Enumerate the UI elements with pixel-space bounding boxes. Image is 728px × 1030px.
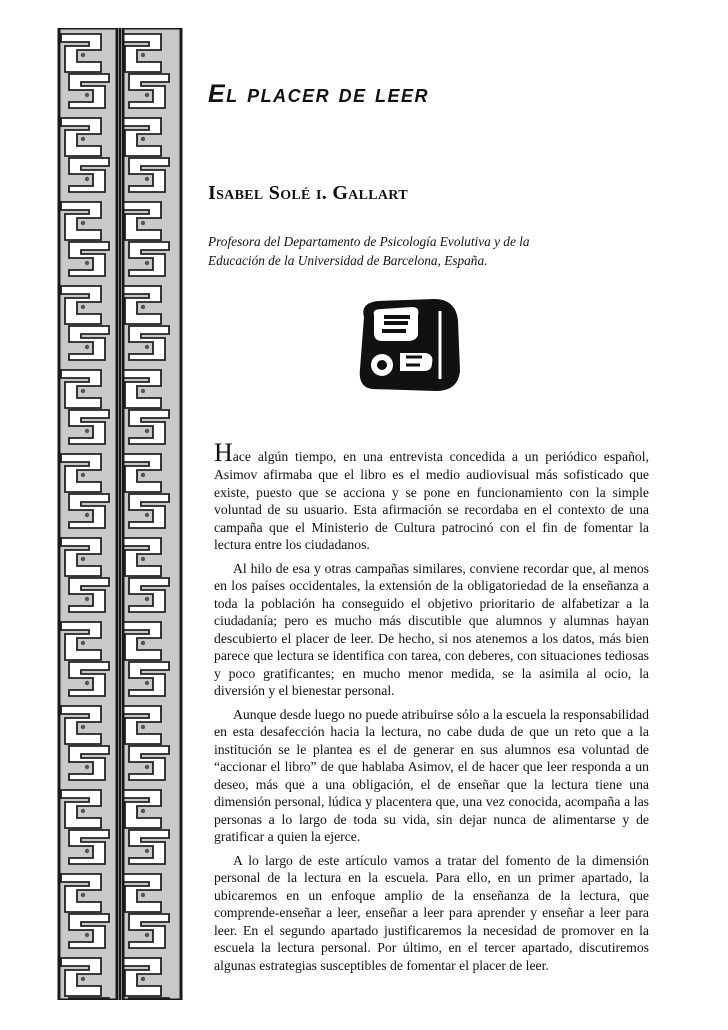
- author-affiliation: [208, 232, 608, 270]
- article-title: El placer de leer: [208, 80, 430, 108]
- pre-columbian-glyph-illustration: [352, 295, 464, 395]
- paragraph-2: Al hilo de esa y otras campañas similares, conviene recordar que, al menos en los países occidentales, la extensión de la obligatoriedad de la enseñanza a toda la población ha conseguido el objetivo prioritario de alfabetizar a la ciudadanía; pero es mucho más discutible que alumnos y alumnas hayan descubierto el placer de leer. De hecho, si nos atenemos a los datos, más bien parece que lectura se identifica con tarea, con deberes, con situaciones tediosas y poco gratificantes; en mucho menor medida, se la asimila al ocio, la diversión y el bienestar personal.: [214, 560, 649, 698]
- affiliation-line-2: Educación de la Universidad de Barcelona, España.: [208, 253, 488, 268]
- drop-cap: H: [214, 438, 233, 467]
- affiliation-line-1: Profesora del Departamento de Psicología Evolutiva y de la: [208, 234, 530, 249]
- paragraph-3: Aunque desde luego no puede atribuirse sólo a la escuela la responsabilidad en esta desafección hacia la lectura, no cabe duda de que un reto que a la institución se le plantea es el de generar en sus alumnos esa voluntad de “accionar el libro” de que hablaba Asimov, el de hacer que leer responda a un deseo, más que a una obligación, el de enseñar que la lectura tiene una dimensión personal, lúdica y placentera que, una vez conocida, acompaña a las personas a lo largo de toda su vida, sin dejar nunca de alimentarse y de gratificar a quien la ejerce.: [214, 706, 649, 844]
- paragraph-1: [214, 440, 649, 554]
- decorative-border-illustration: [55, 28, 185, 1000]
- article-body: [214, 440, 649, 980]
- paragraph-4: A lo largo de este artículo vamos a tratar del fomento de la dimensión personal de la lectura en la escuela. Para ello, en un primer apartado, la ubicaremos en un enfoque amplio de la enseñanza de la lectura, que comprende-enseñar a leer, enseñar a leer para aprender y enseñar a leer para leer. En el segundo apartado justificaremos la necesidad de promover en la escuela la lectura personal. Por último, en el tercer apartado, discutiremos algunas estrategias susceptibles de fomentar el placer de leer.: [214, 852, 649, 973]
- paragraph-1-text: ace algún tiempo, en una entrevista concedida a un periódico español, Asimov afirmaba que el libro es el medio audiovisual más sofisticado que existe, puesto que se acciona y se pone en funcionamiento con la simple voluntad de su usuario. Esta afirmación se recordaba en el contexto de una campaña que el Ministerio de Cultura patrocinó con el fin de fomentar la lectura entre los ciudadanos.: [214, 449, 649, 552]
- author-name: Isabel Solé i. Gallart: [208, 182, 408, 204]
